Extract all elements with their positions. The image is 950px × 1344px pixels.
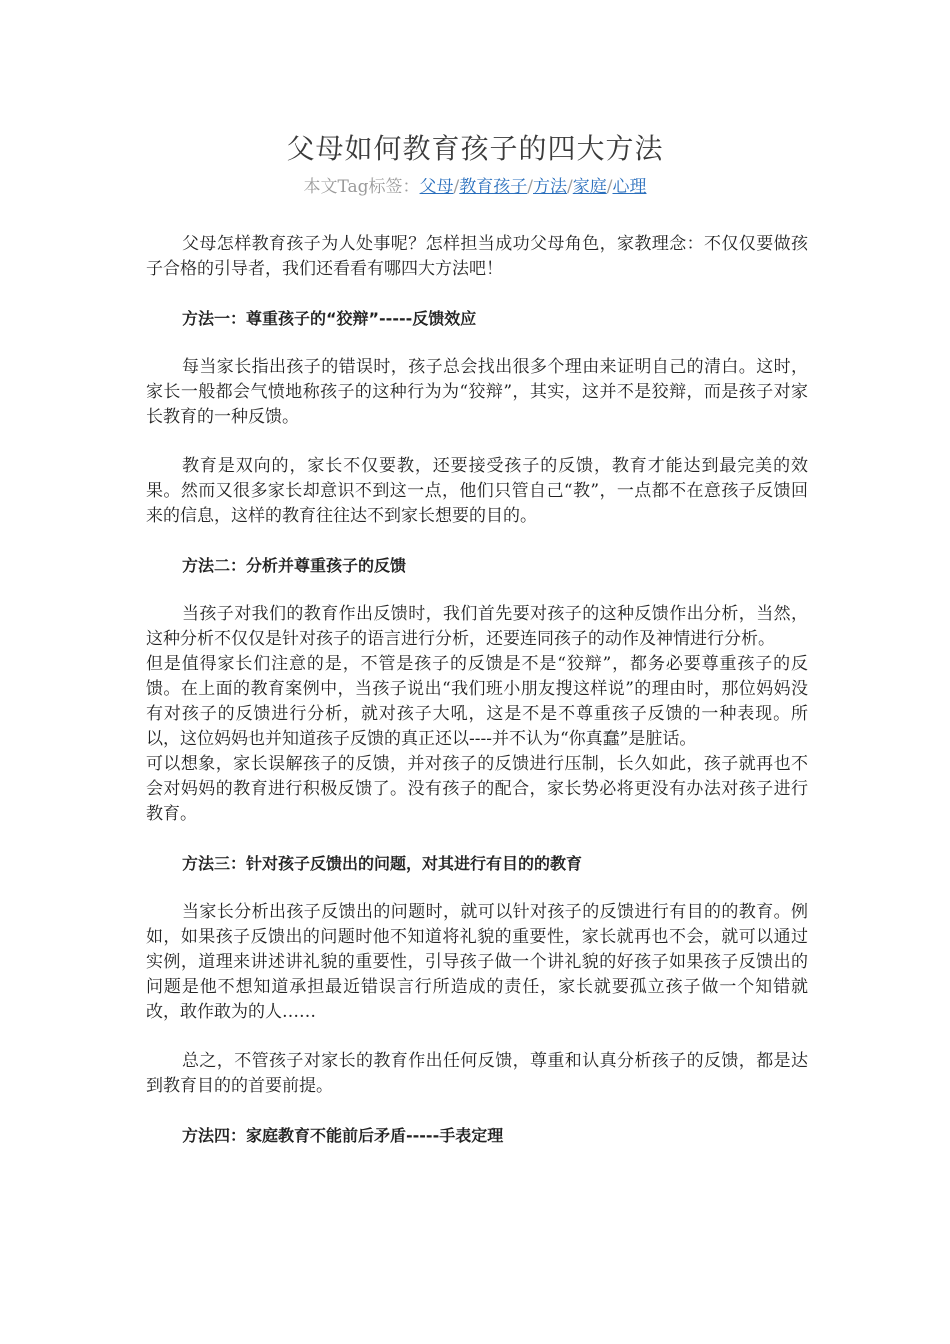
body-paragraph: 当家长分析出孩子反馈出的问题时，就可以针对孩子的反馈进行有目的的教育。例如，如果孩子反馈出的问题时他不知道将礼貌的重要性，家长就再也不会，就可以通过实例，道理来讲述讲礼貌的重要性，引导孩子做一个讲礼貌的好孩子如果孩子反馈出的问题是他不想知道承担最近错误言行所造成的责任，家长就要孤立孩子做一个知错就改，敢作敢为的人…… <box>146 902 808 1022</box>
paragraph-gap <box>146 827 808 851</box>
paragraph-gap <box>146 578 808 602</box>
tag-line <box>0 174 950 200</box>
tag-separator: / <box>527 177 534 197</box>
body-paragraph: 当孩子对我们的教育作出反馈时，我们首先要对孩子的这种反馈作出分析，当然，这种分析不仅仅是针对孩子的语言进行分析，还要连同孩子的动作及神情进行分析。 <box>146 604 808 649</box>
tag-separator: / <box>606 177 613 197</box>
page-title: 父母如何教育孩子的四大方法 <box>286 132 664 165</box>
body-paragraph: 教育是双向的，家长不仅要教，还要接受孩子的反馈，教育才能达到最完美的效果。然而又很多家长却意识不到这一点，他们只管自己“教”，一点都不在意孩子反馈回来的信息，这样的教育往往达不到家长想要的目的。 <box>146 456 808 526</box>
section-heading-method-1: 方法一：尊重孩子的“狡辩”-----反馈效应 <box>182 309 477 328</box>
section-heading-method-2: 方法二：分析并尊重孩子的反馈 <box>182 556 407 575</box>
tag-link-educating-children[interactable]: 教育孩子 <box>459 177 528 197</box>
intro-paragraph: 父母怎样教育孩子为人处事呢？怎样担当成功父母角色，家教理念：不仅仅要做孩子合格的引导者，我们还看看有哪四大方法吧！ <box>146 234 808 279</box>
tag-separator: / <box>453 177 460 197</box>
paragraph-gap <box>146 876 808 900</box>
tag-link-psychology[interactable]: 心理 <box>612 177 647 197</box>
article-body <box>146 232 808 1148</box>
tag-link-family[interactable]: 家庭 <box>572 177 607 197</box>
body-paragraph: 可以想象，家长误解孩子的反馈，并对孩子的反馈进行压制，长久如此，孩子就再也不会对妈妈的教育进行积极反馈了。没有孩子的配合，家长势必将更没有办法对孩子进行教育。 <box>146 754 808 824</box>
tags-prefix: 本文Tag标签： <box>303 177 420 197</box>
paragraph-gap <box>146 430 808 454</box>
body-paragraph: 但是值得家长们注意的是，不管是孩子的反馈是不是“狡辩”，都务必要尊重孩子的反馈。在上面的教育案例中，当孩子说出“我们班小朋友搜这样说”的理由时，那位妈妈没有对孩子的反馈进行分析，就对孩子大吼，这是不是不尊重孩子反馈的一种表现。所以，这位妈妈也并知道孩子反馈的真正还以----并不认为“你真蠢”是脏话。 <box>146 654 808 749</box>
tag-link-methods[interactable]: 方法 <box>533 177 568 197</box>
tag-separator: / <box>567 177 573 197</box>
body-paragraph: 总之，不管孩子对家长的教育作出任何反馈，尊重和认真分析孩子的反馈，都是达到教育目的的首要前提。 <box>146 1051 808 1096</box>
body-paragraph: 每当家长指出孩子的错误时，孩子总会找出很多个理由来证明自己的清白。这时，家长一般都会气愤地称孩子的这种行为为“狡辩”，其实，这并不是狡辩，而是孩子对家长教育的一种反馈。 <box>146 357 808 427</box>
paragraph-gap <box>146 282 808 306</box>
paragraph-gap <box>146 529 808 553</box>
section-heading-method-4: 方法四：家庭教育不能前后矛盾-----手表定理 <box>182 1126 504 1145</box>
paragraph-gap <box>146 1025 808 1049</box>
tag-link-parents[interactable]: 父母 <box>419 177 454 197</box>
section-heading-method-3: 方法三：针对孩子反馈出的问题，对其进行有目的的教育 <box>182 854 583 873</box>
paragraph-gap <box>146 331 808 355</box>
paragraph-gap <box>146 1099 808 1123</box>
